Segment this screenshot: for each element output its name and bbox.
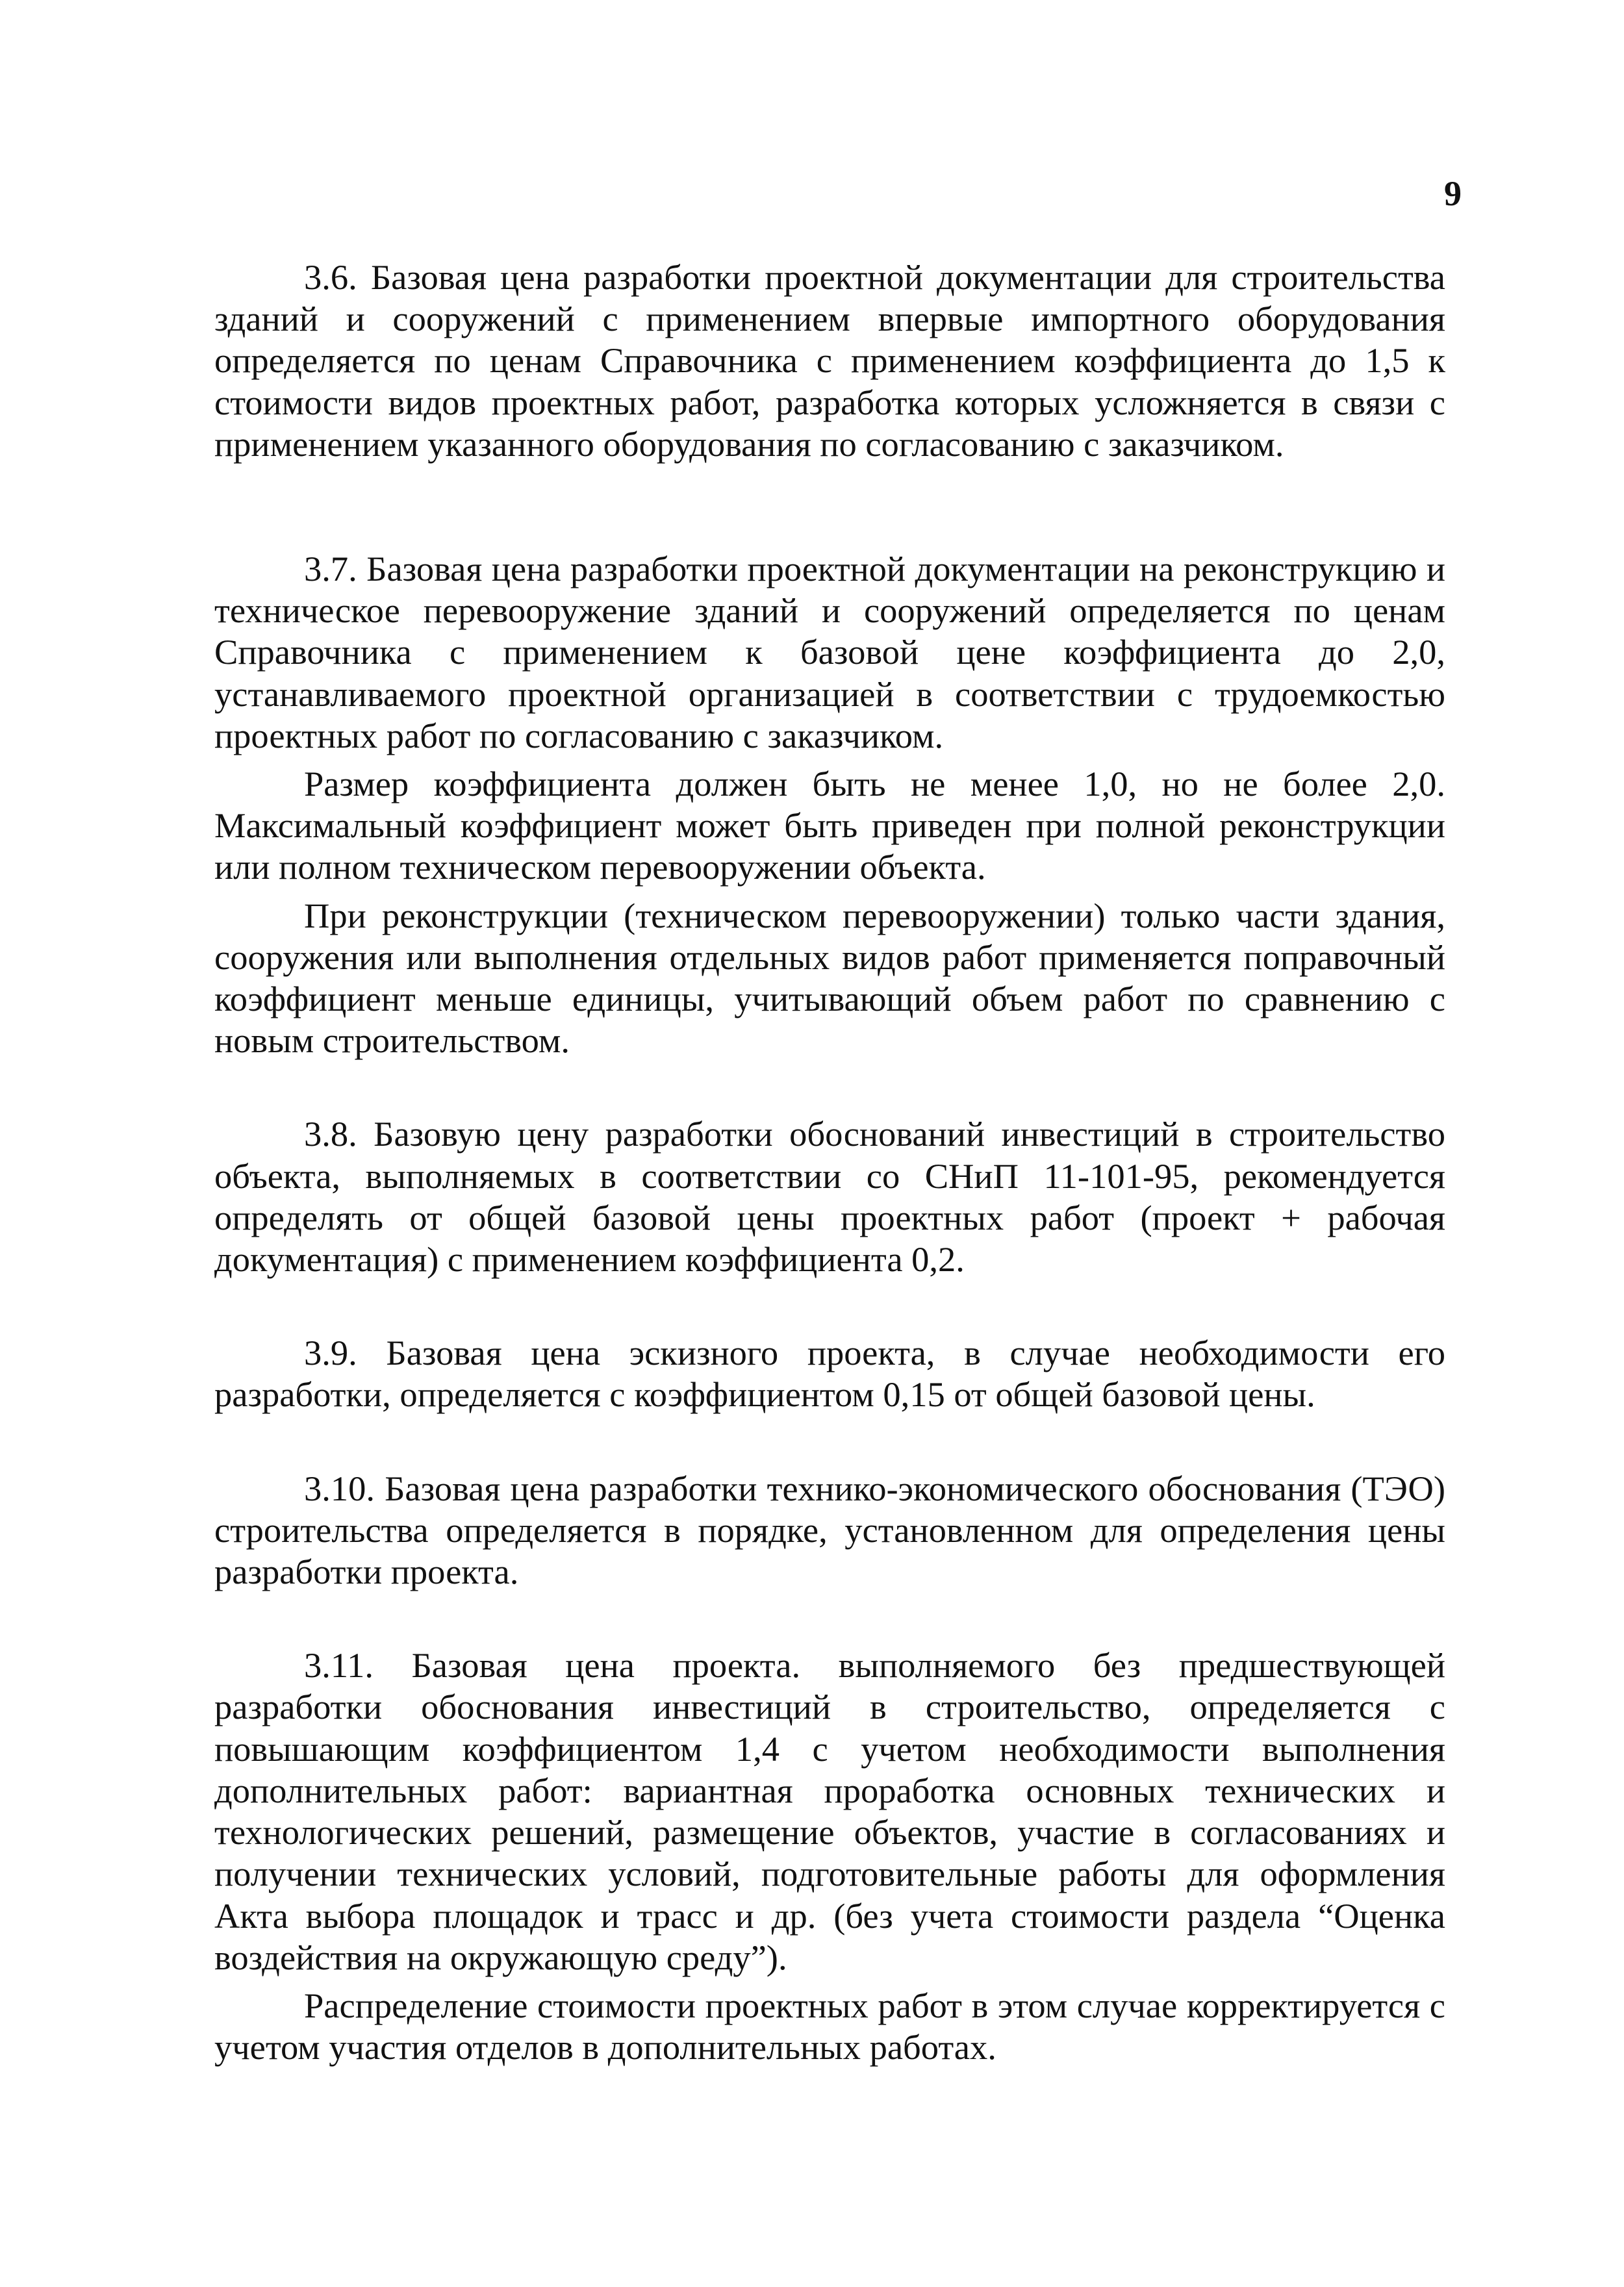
paragraph-3-10: 3.10. Базовая цена разработки технико-экономического обоснования (ТЭО) строительства определяется в порядке, установленном для определения цены разработки проекта.: [214, 1468, 1445, 1592]
paragraph-3-7-partial-reconstruction: При реконструкции (техническом перевооружении) только части здания, сооружения или выполнения отдельных видов работ применяется поправочный коэффициент меньше единицы, учитывающий объем работ по сравнению с новым строительством.: [214, 895, 1445, 1061]
paragraph-3-8: 3.8. Базовую цену разработки обоснований инвестиций в строительство объекта, выполняемых в соответствии со СНиП 11-101-95, рекомендуется определять от общей базовой цены проектных работ (проект + рабочая документация) с применением коэффициента 0,2.: [214, 1114, 1445, 1280]
paragraph-3-11-distribution: Распределение стоимости проектных работ в этом случае корректируется с учетом участия отделов в дополнительных работах.: [214, 1985, 1445, 2067]
page-number: 9: [1444, 174, 1462, 213]
document-body: [214, 257, 1445, 2068]
paragraph-3-7-coefficient-range: Размер коэффициента должен быть не менее 1,0, но не более 2,0. Максимальный коэффициент может быть приведен при полной реконструкции или полном техническом перевооружении объекта.: [214, 764, 1445, 887]
paragraph-3-9: 3.9. Базовая цена эскизного проекта, в случае необходимости его разработки, определяется с коэффициентом 0,15 от общей базовой цены.: [214, 1333, 1445, 1415]
paragraph-3-7: 3.7. Базовая цена разработки проектной документации на реконструкцию и техническое перевооружение зданий и сооружений определяется по ценам Справочника с применением к базовой цене коэффициента до 2,0, устанавливаемого проектной организацией в соответствии с трудоемкостью проектных работ по согласованию с заказчиком.: [214, 549, 1445, 755]
paragraph-3-11: 3.11. Базовая цена проекта. выполняемого без предшествующей разработки обоснования инвестиций в строительство, определяется с повышающим коэффициентом 1,4 с учетом необходимости выполнения дополнительных работ: вариантная проработка основных технических и технологических решений, размещение объектов, участие в согласованиях и получении технических условий, подготовительные работы для оформления Акта выбора площадок и трасс и др. (без учета стоимости раздела “Оценка воздействия на окружающую среду”).: [214, 1645, 1445, 1977]
paragraph-3-6: 3.6. Базовая цена разработки проектной документации для строительства зданий и сооружений с применением впервые импортного оборудования определяется по ценам Справочника с применением коэффициента до 1,5 к стоимости видов проектных работ, разработка которых усложняется в связи с применением указанного оборудования по согласованию с заказчиком.: [214, 257, 1445, 464]
